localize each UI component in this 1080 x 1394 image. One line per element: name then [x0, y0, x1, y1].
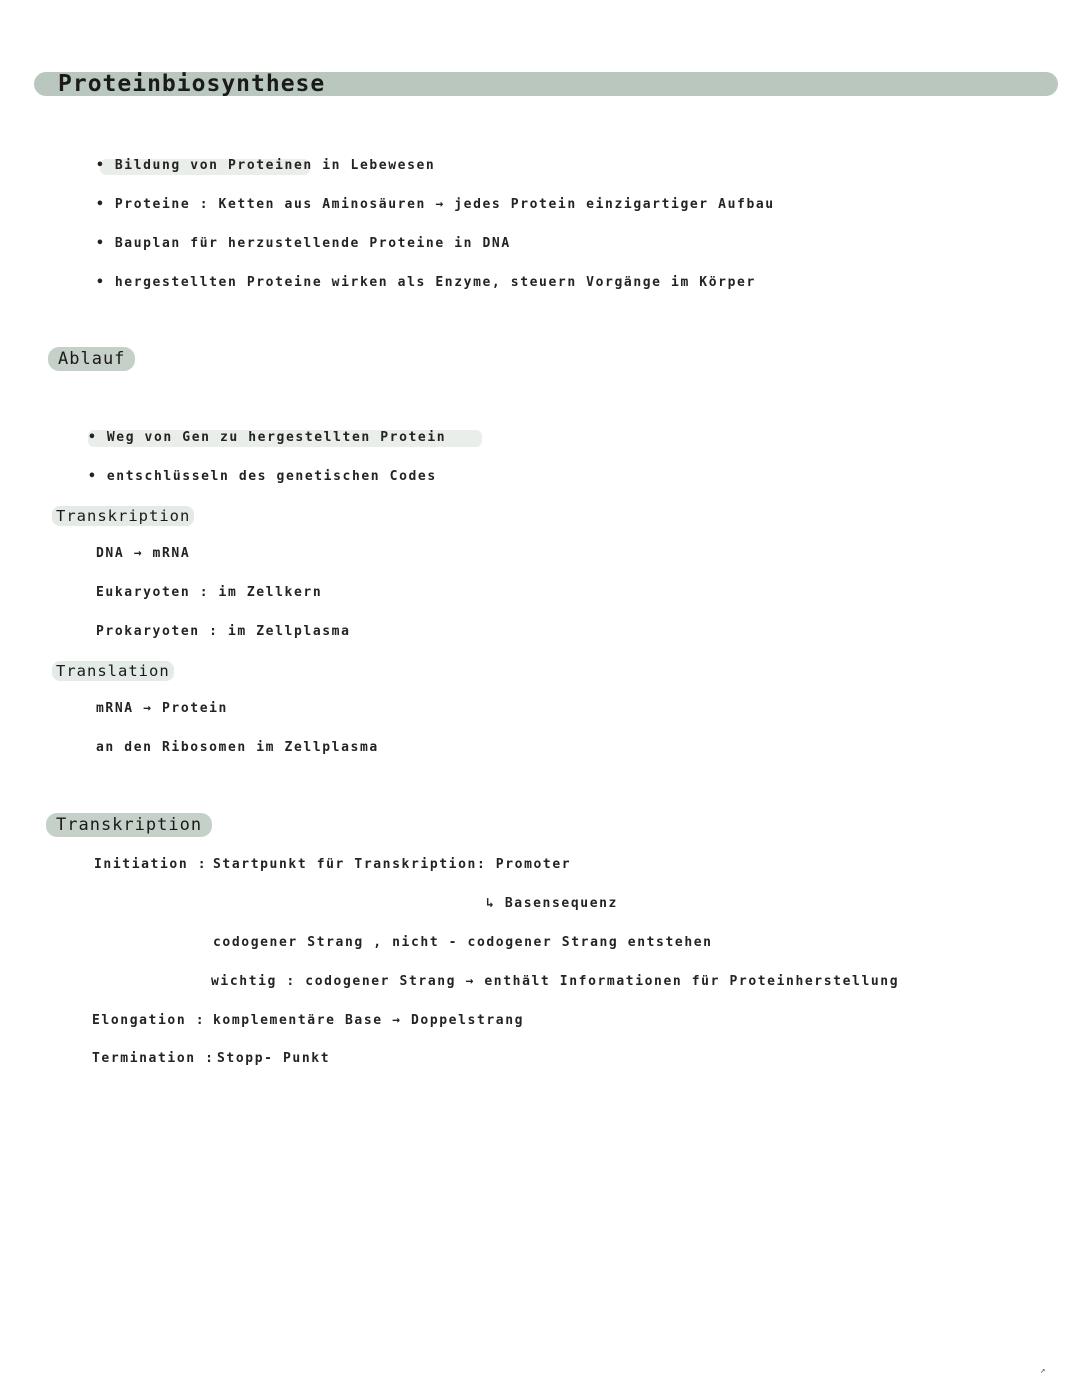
- translation-line: an den Ribosomen im Zellplasma: [96, 740, 379, 755]
- transkription-line: DNA → mRNA: [96, 546, 191, 561]
- subheading-transkription: Transkription: [52, 506, 194, 526]
- intro-item: • Bauplan für herzustellende Proteine in DNA: [96, 236, 511, 251]
- elongation-text: komplementäre Base → Doppelstrang: [213, 1013, 525, 1028]
- page-title: Proteinbiosynthese: [58, 71, 326, 97]
- ablauf-item: • Weg von Gen zu hergestellten Protein: [88, 430, 447, 445]
- corner-arrow-icon: ↗: [1040, 1366, 1046, 1376]
- initiation-label: Initiation :: [94, 857, 208, 872]
- ablauf-item: • entschlüsseln des genetischen Codes: [88, 469, 437, 484]
- initiation-text: Startpunkt für Transkription: Promoter: [213, 857, 572, 872]
- transkription-line: Prokaryoten : im Zellplasma: [96, 624, 351, 639]
- initiation-arrow-note: ↳ Basensequenz: [486, 896, 618, 911]
- initiation-text: codogener Strang , nicht - codogener Strang entstehen: [213, 935, 713, 950]
- section-heading-transkription: Transkription: [46, 813, 212, 837]
- translation-line: mRNA → Protein: [96, 701, 228, 716]
- transkription-line: Eukaryoten : im Zellkern: [96, 585, 323, 600]
- intro-item: • Proteine : Ketten aus Aminosäuren → jedes Protein einzigartiger Aufbau: [96, 197, 775, 212]
- termination-label: Termination :: [92, 1051, 215, 1066]
- section-heading-ablauf: Ablauf: [48, 347, 135, 371]
- subheading-translation: Translation: [52, 661, 174, 681]
- initiation-text: wichtig : codogener Strang → enthält Informationen für Proteinherstellung: [211, 974, 900, 989]
- termination-text: Stopp- Punkt: [217, 1051, 331, 1066]
- elongation-label: Elongation :: [92, 1013, 206, 1028]
- intro-item: • hergestellten Proteine wirken als Enzyme, steuern Vorgänge im Körper: [96, 275, 756, 290]
- intro-item: • Bildung von Proteinen in Lebewesen: [96, 158, 436, 173]
